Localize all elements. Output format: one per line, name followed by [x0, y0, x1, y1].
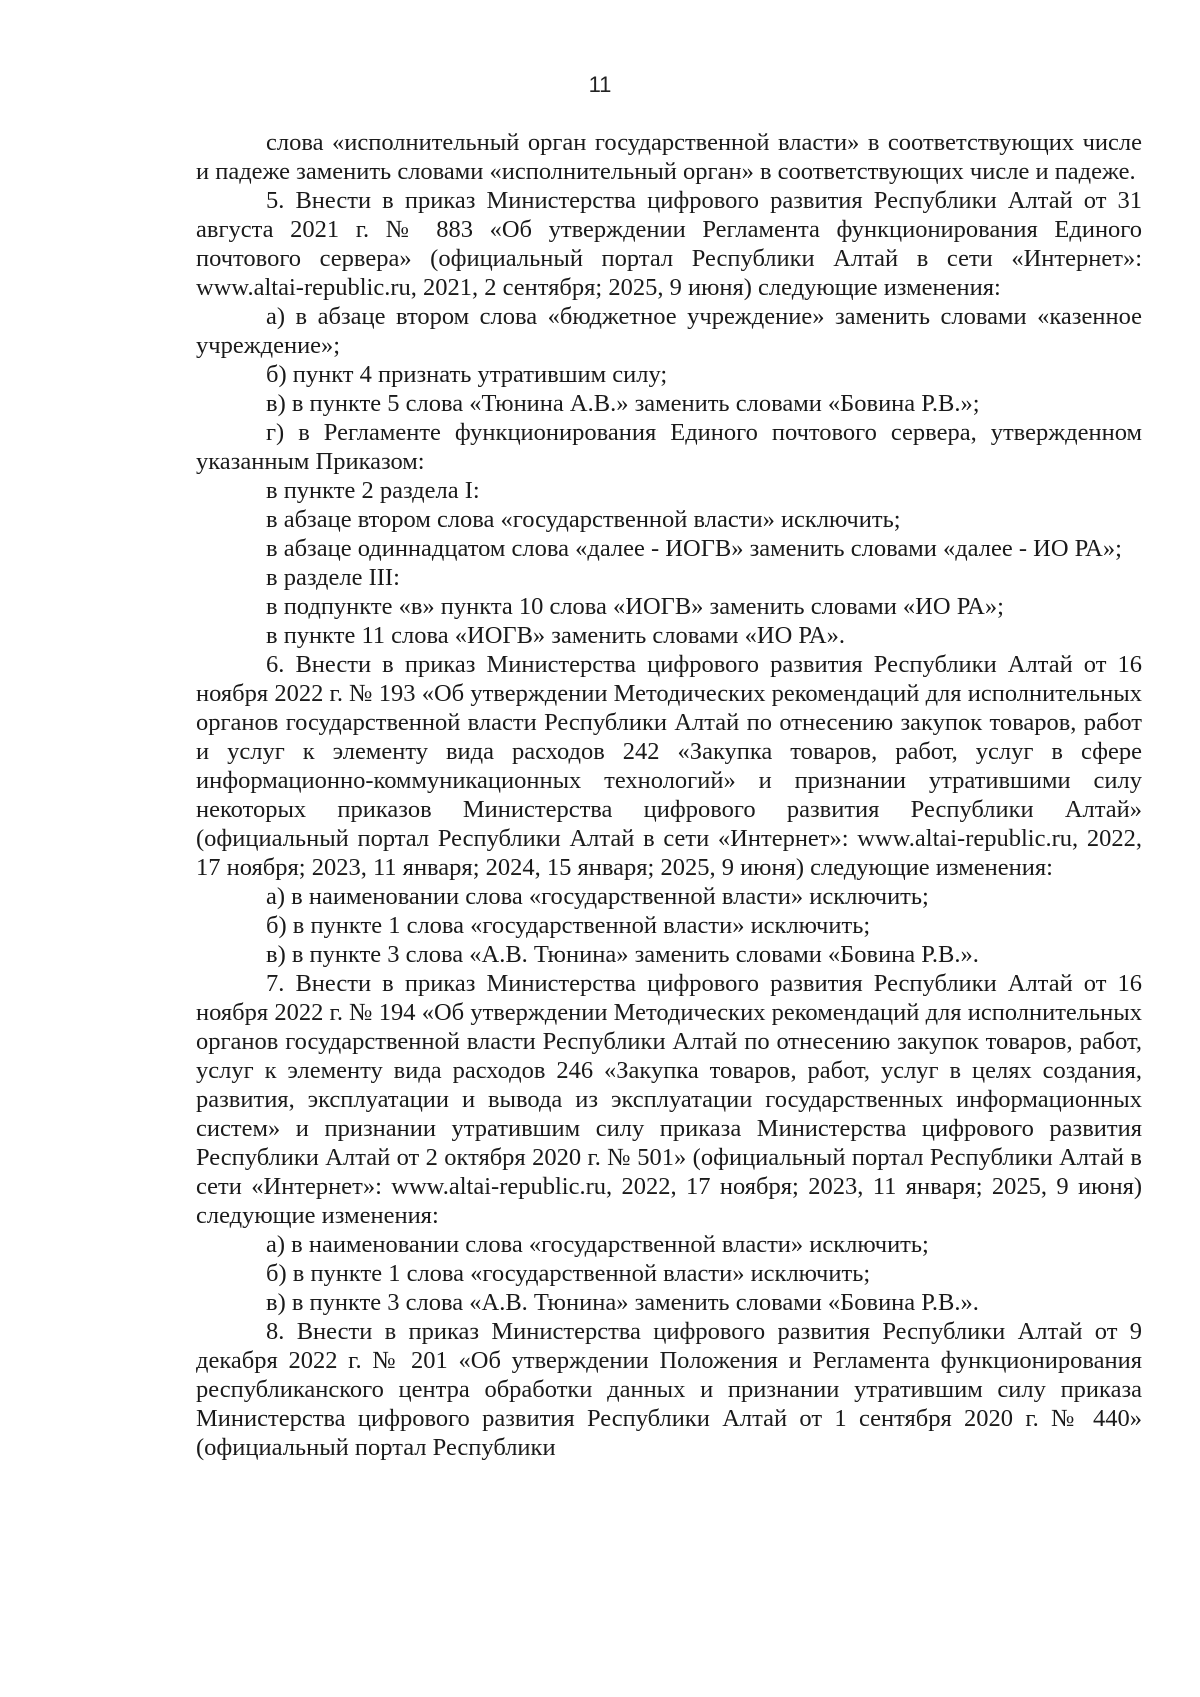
paragraph-item-5v: в) в пункте 5 слова «Тюнина А.В.» заменить словами «Бовина Р.В.»; [266, 390, 980, 417]
paragraph-item-5b: б) пункт 4 признать утратившим силу; [266, 361, 668, 388]
paragraph-abzac-11: в абзаце одиннадцатом слова «далее - ИОГВ» заменить словами «далее - ИО РА»; [266, 535, 1122, 562]
paragraph-point-11: в пункте 11 слова «ИОГВ» заменить словами «ИО РА». [266, 622, 845, 649]
paragraph-point-10: в подпункте «в» пункта 10 слова «ИОГВ» заменить словами «ИО РА»; [266, 593, 1004, 620]
paragraph-item-7a: а) в наименовании слова «государственной власти» исключить; [266, 1231, 929, 1258]
paragraph-item-8: 8. Внести в приказ Министерства цифрового развития Республики Алтай от 9 декабря 2022 г. № 201 «Об утверждении Положения и Регламента функционирования республиканского центра обработки данных и признании утратившим силу приказа Министерства цифрового развития Республики Алтай от 1 сентября 2020 г. № 440» (официальный портал Республики [196, 1318, 1142, 1461]
document-body [196, 128, 1142, 1462]
paragraph-item-5a: а) в абзаце втором слова «бюджетное учреждение» заменить словами «казенное учреждение»; [196, 303, 1142, 359]
page-number: 11 [588, 72, 612, 97]
paragraph-section-3: в разделе III: [266, 564, 400, 591]
paragraph-item-6v: в) в пункте 3 слова «А.В. Тюнина» заменить словами «Бовина Р.В.». [266, 941, 979, 968]
paragraph-continuation: слова «исполнительный орган государственной власти» в соответствующих числе и падеже заменить словами «исполнительный орган» в соответствующих числе и падеже. [196, 129, 1142, 185]
paragraph-item-6a: а) в наименовании слова «государственной власти» исключить; [266, 883, 929, 910]
paragraph-item-5g: г) в Регламенте функционирования Единого почтового сервера, утвержденном указанным Приказом: [196, 419, 1142, 475]
paragraph-item-7: 7. Внести в приказ Министерства цифрового развития Республики Алтай от 16 ноября 2022 г. № 194 «Об утверждении Методических рекомендаций для исполнительных органов государственной власти Республики Алтай по отнесению закупок товаров, работ, услуг к элементу вида расходов 246 «Закупка товаров, работ, услуг в целях создания, развития, эксплуатации и вывода из эксплуатации государственных информационных систем» и признании утратившим силу приказа Министерства цифрового развития Республики Алтай от 2 октября 2020 г. № 501» (официальный портал Республики Алтай в сети «Интернет»: www.altai-republic.ru, 2022, 17 ноября; 2023, 11 января; 2025, 9 июня) следующие изменения: [196, 970, 1142, 1229]
paragraph-item-6: 6. Внести в приказ Министерства цифрового развития Республики Алтай от 16 ноября 2022 г. № 193 «Об утверждении Методических рекомендаций для исполнительных органов государственной власти Республики Алтай по отнесению закупок товаров, работ и услуг к элементу вида расходов 242 «Закупка товаров, работ, услуг в сфере информационно-коммуникационных технологий» и признании утратившими силу некоторых приказов Министерства цифрового развития Республики Алтай» (официальный портал Республики Алтай в сети «Интернет»: www.altai-republic.ru, 2022, 17 ноября; 2023, 11 января; 2024, 15 января; 2025, 9 июня) следующие изменения: [196, 651, 1142, 881]
paragraph-item-6b: б) в пункте 1 слова «государственной власти» исключить; [266, 912, 871, 939]
paragraph-item-7b: б) в пункте 1 слова «государственной власти» исключить; [266, 1260, 871, 1287]
paragraph-item-7v: в) в пункте 3 слова «А.В. Тюнина» заменить словами «Бовина Р.В.». [266, 1289, 979, 1316]
paragraph-section-1-point-2: в пункте 2 раздела I: [266, 477, 480, 504]
paragraph-abzac-2: в абзаце втором слова «государственной власти» исключить; [266, 506, 901, 533]
paragraph-item-5: 5. Внести в приказ Министерства цифрового развития Республики Алтай от 31 августа 2021 г. № 883 «Об утверждении Регламента функционирования Единого почтового сервера» (официальный портал Республики Алтай в сети «Интернет»: www.altai-republic.ru, 2021, 2 сентября; 2025, 9 июня) следующие изменения: [196, 187, 1142, 301]
